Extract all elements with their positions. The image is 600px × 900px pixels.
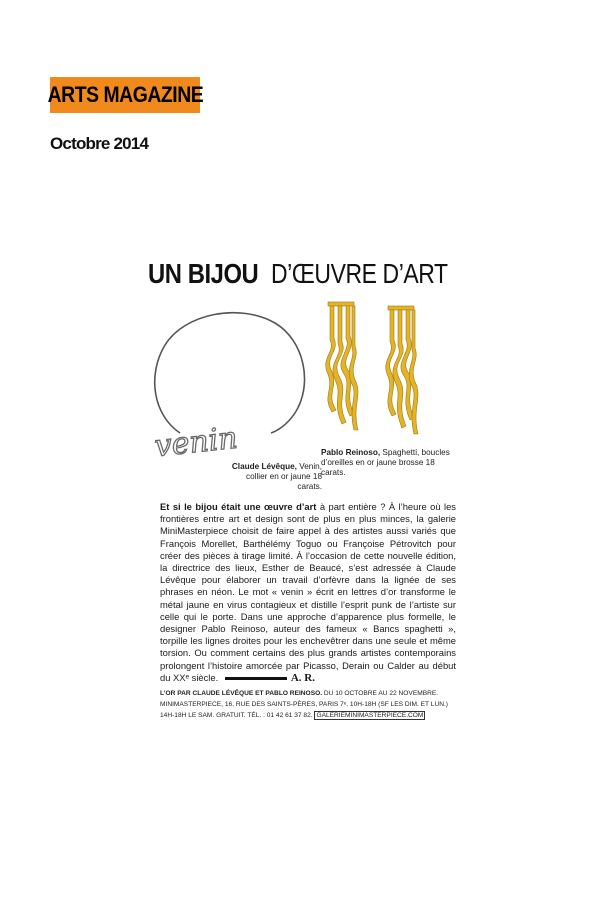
caption-claude-text: Venin, collier en or jaune 18 carats.	[245, 462, 322, 491]
body-text: à part entière ? À l’heure où les frontières entre art et design sont de plus en plus minces, la galerie MiniMasterpiece choisit de faire appel à des artistes aussi variés que François Morellet, Barthélémy Toguo ou Françoise Pétrovitch pour créer des pièces à tirage limité. À l’occasion de cette nouvelle édition, la directrice des lieux, Esther de Beaucé, s’est adressée à Claude Lévêque pour élaborer un travail d’orfèvre dans la lignée de ses phrases en néon. Le mot « venin » écrit en lettres d’or transforme le métal jaune en virus contagieux et distille l’esprit punk de l’artiste sur celle qui le porte. Dans une approche d’apparence plus formelle, le designer Pablo Reinoso, auteur des fameux « Bancs spaghetti », torpille les lignes droites pour les enchevêtrer dans une seule et même torsion. Ou comment certains des plus grands artistes contemporains prolongent l’histoire amorcée par Picasso, Derain ou Calder au début du XXᵉ siècle.	[160, 501, 456, 683]
article-body	[160, 501, 456, 684]
caption-pablo-text: Spaghetti, boucles d’oreilles en or jaune brosse 18 carats.	[321, 448, 450, 477]
exhibition-title: L’OR PAR CLAUDE LÉVÊQUE ET PABLO REINOSO.	[160, 690, 323, 697]
earrings-image	[312, 298, 452, 448]
exhibition-details: DU 10 OCTOBRE AU 22 NOVEMBRE. MINIMASTERPIECE, 16, RUE DES SAINTS-PÈRES, PARIS 7ᵉ. 10H-18H (SF LES DIM. ET LUN.) 14H-18H LE SAM. GRATUIT. TÉL. : 01 42 61 37 82.	[160, 690, 449, 719]
caption-pablo-name: Pablo Reinoso,	[321, 448, 381, 457]
issue-date: Octobre 2014	[50, 134, 149, 153]
headline-bold: UN BIJOU	[148, 258, 259, 289]
exhibition-info	[160, 688, 456, 721]
masthead-title: ARTS MAGAZINE	[47, 82, 203, 107]
gallery-website: GALERIEMINIMASTERPIECE.COM	[316, 712, 424, 719]
article-headline	[148, 258, 468, 290]
magazine-masthead	[47, 77, 203, 113]
body-lead: Et si le bijou était une œuvre d’art	[160, 501, 317, 512]
caption-claude-name: Claude Lévêque,	[231, 462, 297, 471]
caption-pablo-reinoso	[321, 448, 451, 478]
necklace-image	[145, 305, 315, 465]
necklace-word: venin	[153, 420, 240, 465]
caption-claude-leveque	[230, 462, 322, 492]
author-signature: A. R.	[290, 671, 315, 684]
headline-light: D’ŒUVRE D’ART	[271, 258, 448, 289]
signature-rule	[225, 677, 287, 680]
